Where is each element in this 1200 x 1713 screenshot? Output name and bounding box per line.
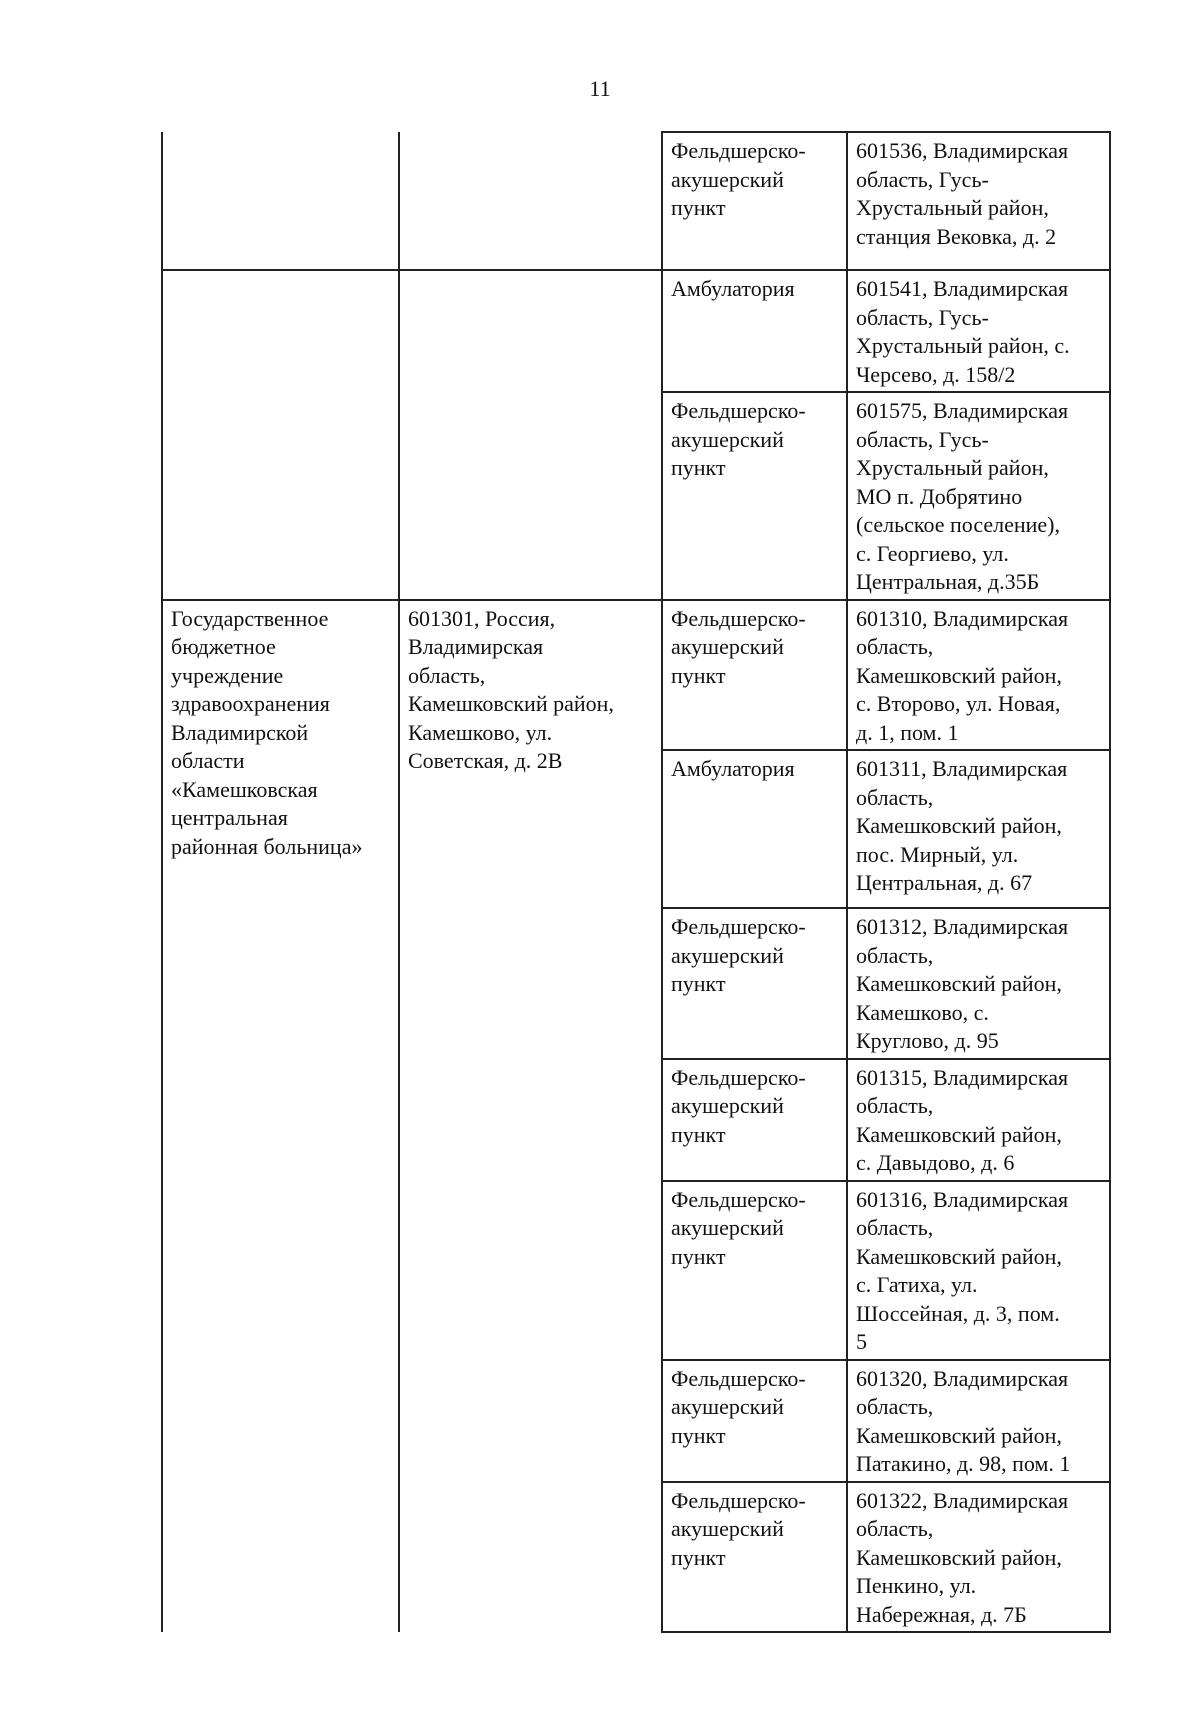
cell-text-line: пункт [671,1243,726,1269]
cell-text-line: 601301, Россия, [408,605,556,631]
cell-text-line: область, [856,784,934,810]
cell-text-line: Хрустальный район, [856,455,1049,480]
unit-type-cell [662,908,847,1059]
cell-text-line: области [171,748,245,773]
cell-text-line: 601322, Владимирская [856,1487,1069,1513]
table-row [162,600,1110,751]
cell-text-line: область, [408,662,486,688]
institution-cell [162,132,399,270]
cell-text-line: Владимирская [408,634,544,659]
cell-text-line: область, Гусь- [856,426,989,452]
cell-text-line: акушерский [671,426,784,452]
unit-address-cell [847,750,1110,908]
cell-text-line: Фельдшерско- [671,605,806,631]
page-number: 11 [589,76,611,101]
cell-text-line: Фельдшерско- [671,914,806,939]
cell-text-line: акушерский [671,1394,784,1419]
cell-text-line: Камешковский район, [856,1544,1062,1570]
cell-text-line: 601310, Владимирская [856,605,1069,631]
unit-address-cell [847,132,1110,270]
cell-text-line: пункт [671,971,726,996]
cell-text-line: область, [856,1093,934,1118]
cell-text-line: Фельдшерско- [671,138,806,163]
unit-address-cell [847,392,1110,600]
cell-text-line: акушерский [671,1516,784,1541]
unit-type-cell [662,132,847,270]
cell-text-line: Фельдшерско- [671,1365,806,1391]
cell-text-line: Амбулатория [671,756,795,781]
cell-text-line: (сельское поселение), [856,512,1061,537]
cell-text-line: пункт [671,1422,726,1448]
cell-text-line: с. Гатиха, ул. [856,1272,978,1297]
cell-text-line: Камешковский район, [856,813,1062,838]
cell-text-line: область, [856,634,934,659]
cell-text-line: Патакино, д. 98, пом. 1 [856,1451,1071,1476]
cell-text-line: область, [856,1394,934,1419]
cell-text-line: Набережная, д. 7Б [856,1601,1027,1627]
cell-text-line: область, Гусь- [856,166,989,192]
cell-text-line: Шоссейная, д. 3, пом. [856,1300,1060,1326]
cell-text-line: Центральная, д. 67 [856,870,1033,895]
cell-text-line: Владимирской [171,719,309,745]
cell-text-line: область, [856,1516,934,1541]
cell-text-line: Фельдшерско- [671,1487,806,1513]
cell-text-line: Камешковский район, [856,662,1062,688]
cell-text-line: Советская, д. 2В [408,748,563,773]
cell-text-line: Черсево, д. 158/2 [856,361,1016,387]
cell-text-line: 601320, Владимирская [856,1365,1069,1391]
table-row [162,270,1110,392]
cell-text-line: с. Давыдово, д. 6 [856,1150,1015,1175]
institution-cell [162,270,399,600]
cell-text-line: Фельдшерско- [671,398,806,423]
cell-text-line: Камешково, с. [856,999,989,1025]
cell-text-line: здравоохранения [171,691,330,716]
unit-address-cell [847,600,1110,751]
cell-text-line: МО п. Добрятино [856,483,1023,509]
cell-text-line: 601315, Владимирская [856,1064,1069,1090]
cell-text-line: область, [856,1215,934,1240]
cell-text-line: Амбулатория [671,276,795,301]
cell-text-line: д. 1, пом. 1 [856,719,959,745]
address-cell [399,270,662,600]
address-cell [399,132,662,270]
unit-type-cell [662,392,847,600]
cell-text-line: станция Вековка, д. 2 [856,223,1057,249]
address-cell [399,600,662,1633]
cell-text-line: учреждение [171,662,284,688]
cell-text-line: 601575, Владимирская [856,398,1069,423]
cell-text-line: районная больница» [171,833,363,859]
unit-address-cell [847,1482,1110,1633]
cell-text-line: Фельдшерско- [671,1186,806,1212]
cell-text-line: Государственное [171,605,329,631]
cell-text-line: «Камешковская [171,776,318,802]
cell-text-line: область, [856,942,934,968]
cell-text-line: пункт [671,1121,726,1147]
cell-text-line: 601316, Владимирская [856,1186,1069,1212]
cell-text-line: пункт [671,662,726,688]
cell-text-line: 5 [856,1329,867,1354]
cell-text-line: пос. Мирный, ул. [856,841,1019,867]
unit-address-cell [847,1360,1110,1482]
cell-text-line: Камешковский район, [408,691,614,716]
unit-address-cell [847,1059,1110,1181]
cell-text-line: Камешковский район, [856,1121,1062,1147]
cell-text-line: Фельдшерско- [671,1064,806,1090]
unit-type-cell [662,1181,847,1360]
cell-text-line: Камешково, ул. [408,719,553,745]
unit-type-cell [662,1482,847,1633]
cell-text-line: Хрустальный район, [856,195,1049,220]
cell-text-line: акушерский [671,942,784,968]
cell-text-line: акушерский [671,634,784,659]
cell-text-line: 601311, Владимирская [856,756,1068,781]
cell-text-line: акушерский [671,1215,784,1240]
unit-type-cell [662,270,847,392]
cell-text-line: бюджетное [171,634,276,659]
cell-text-line: Камешковский район, [856,971,1062,996]
cell-text-line: Хрустальный район, с. [856,333,1070,358]
unit-type-cell [662,600,847,751]
unit-address-cell [847,270,1110,392]
cell-text-line: пункт [671,455,726,480]
cell-text-line: 601312, Владимирская [856,914,1069,939]
cell-text-line: пункт [671,1544,726,1570]
unit-type-cell [662,1360,847,1482]
cell-text-line: Камешковский район, [856,1243,1062,1269]
cell-text-line: пункт [671,195,726,220]
cell-text-line: 601541, Владимирская [856,276,1069,301]
cell-text-line: акушерский [671,166,784,192]
cell-text-line: центральная [171,805,288,830]
cell-text-line: Круглово, д. 95 [856,1028,999,1053]
cell-text-line: Пенкино, ул. [856,1573,977,1598]
unit-type-cell [662,1059,847,1181]
table-row [162,132,1110,270]
unit-address-cell [847,1181,1110,1360]
facilities-table [161,131,1111,1633]
unit-type-cell [662,750,847,908]
unit-address-cell [847,908,1110,1059]
cell-text-line: 601536, Владимирская [856,138,1069,163]
cell-text-line: область, Гусь- [856,304,989,330]
cell-text-line: с. Второво, ул. Новая, [856,691,1061,716]
cell-text-line: акушерский [671,1093,784,1118]
cell-text-line: Камешковский район, [856,1422,1062,1448]
cell-text-line: Центральная, д.35Б [856,569,1040,594]
cell-text-line: с. Георгиево, ул. [856,540,1009,566]
institution-cell [162,600,399,1633]
